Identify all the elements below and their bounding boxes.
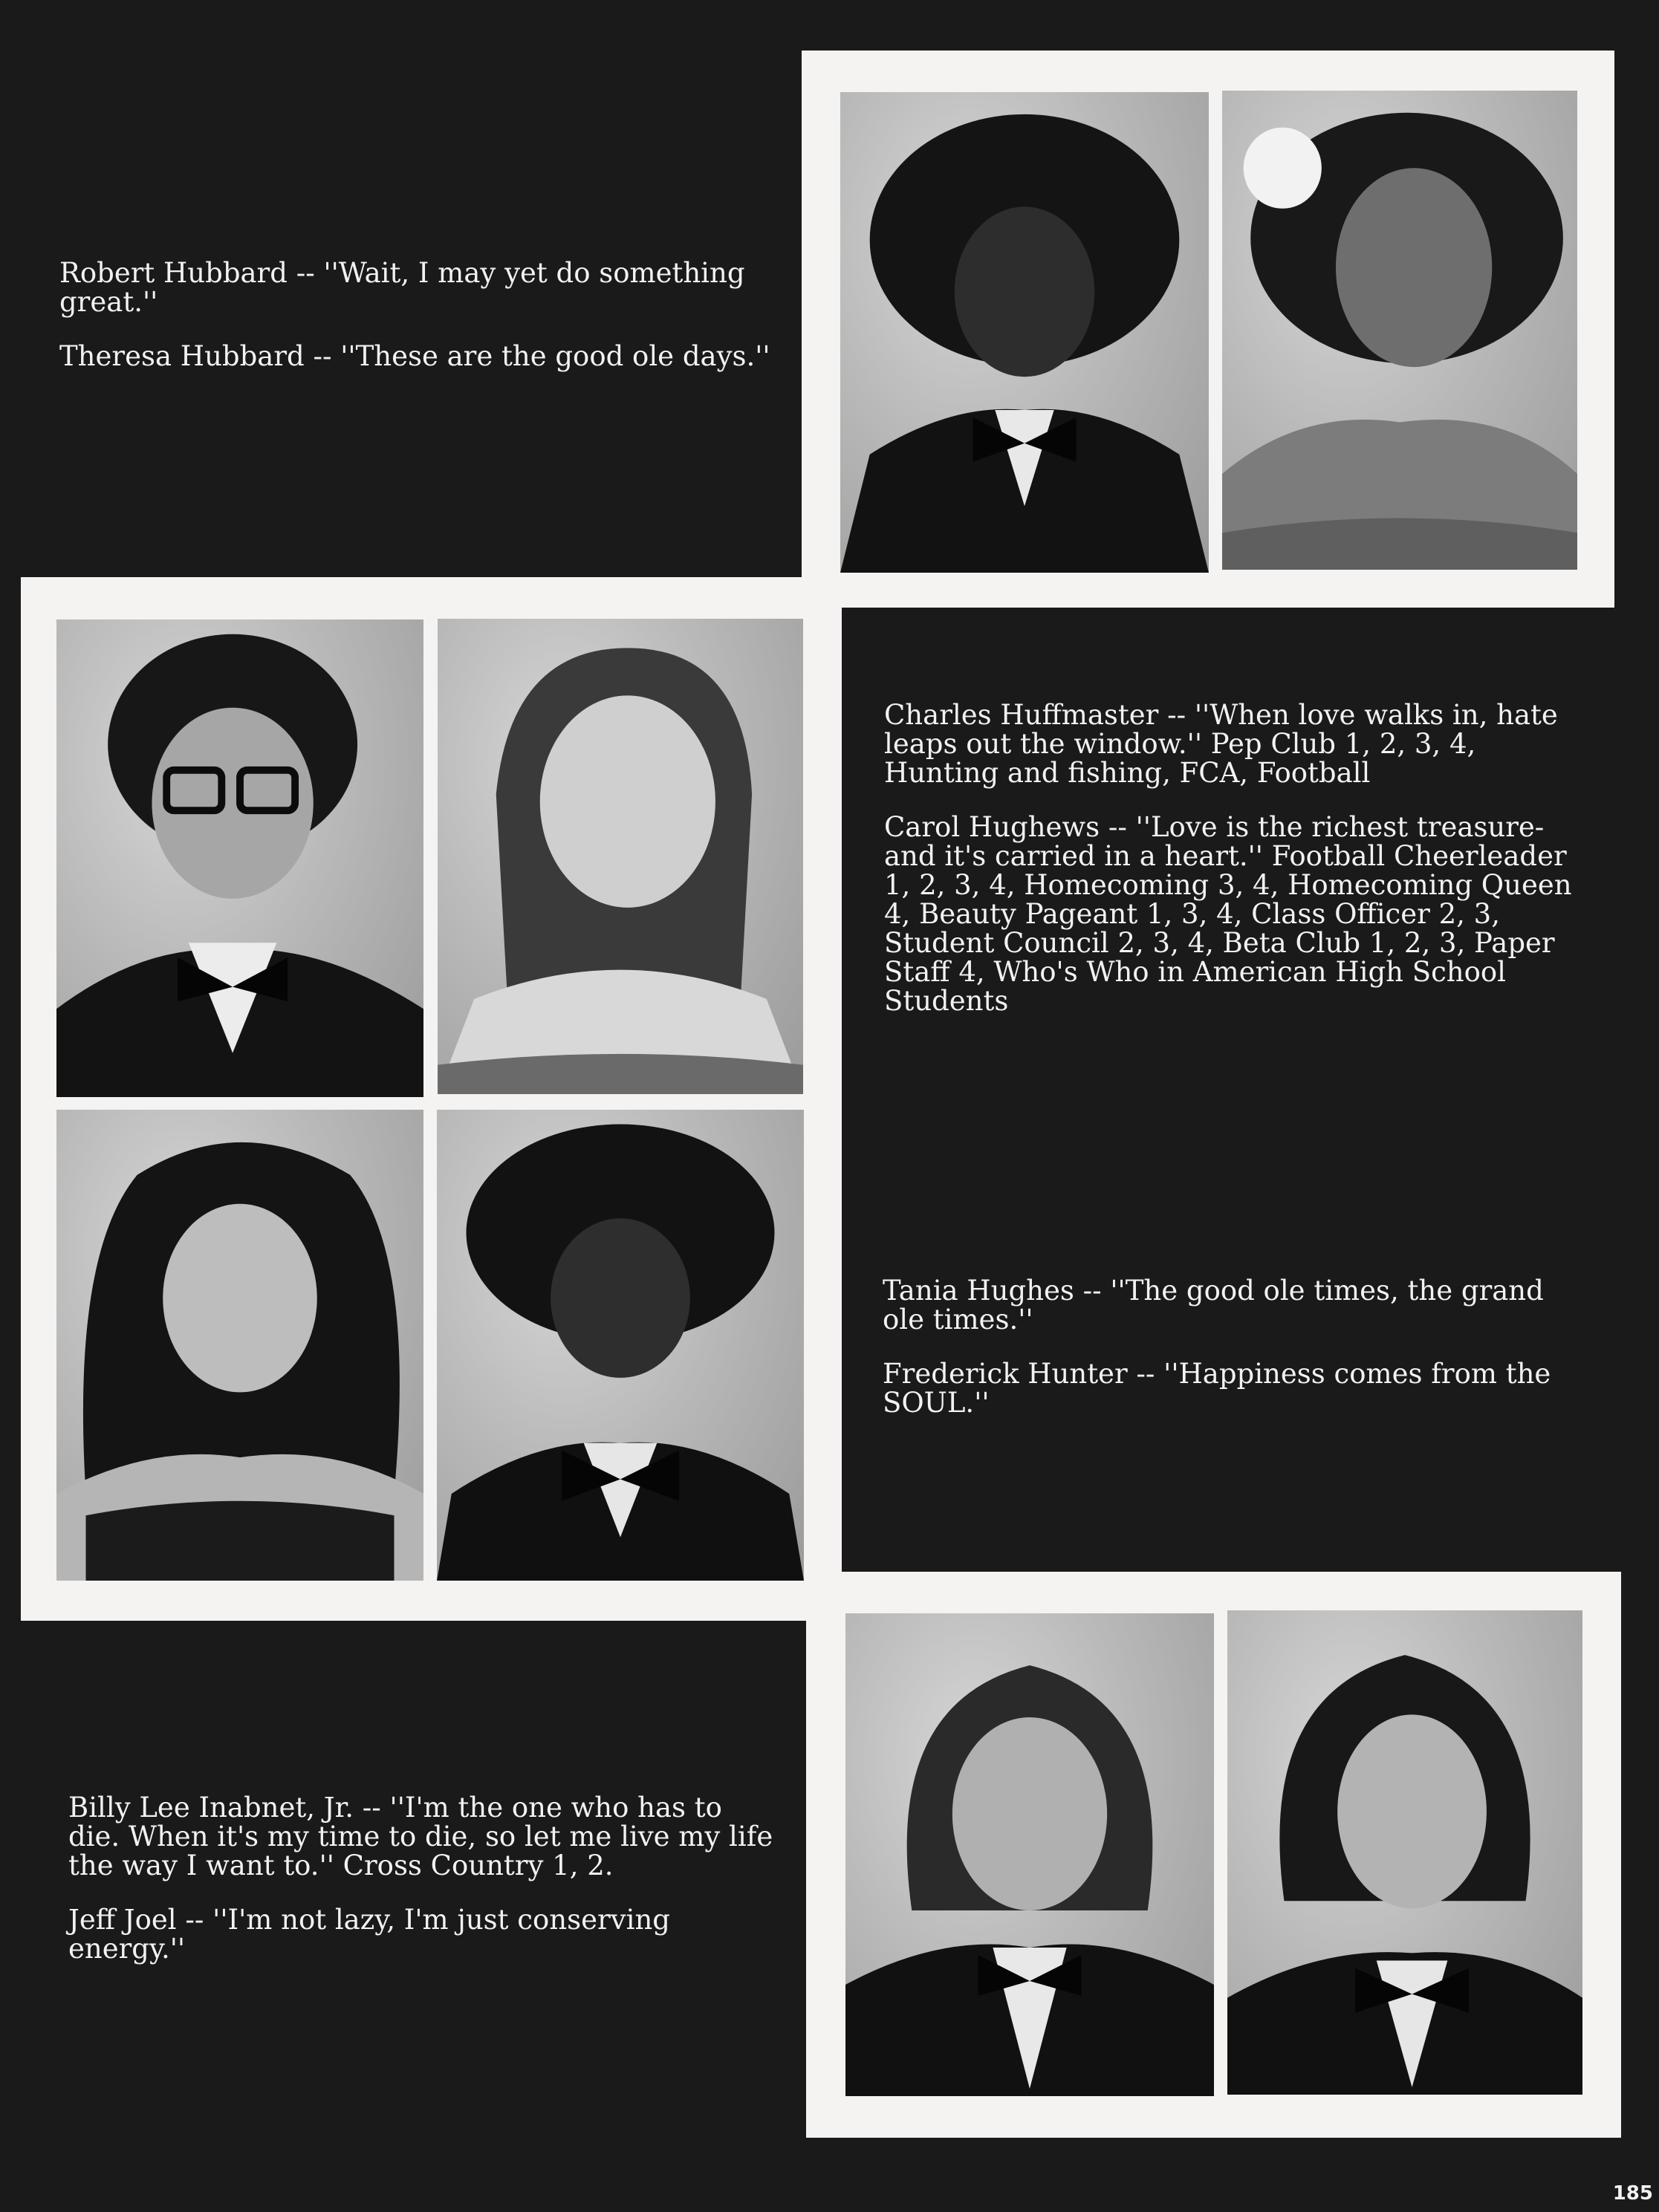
caption-carol-hughews: Carol Hughews -- ''Love is the richest treasure-and it's carried in a heart.'' Football Cheerleader 1, 2, 3, 4, Homecoming 3, 4, Homecoming Queen 4, Beauty Pageant 1, 3, 4, Class Officer 2, 3, Student Council 2, 3, 4, Beta Club 1, 2, 3, Paper Staff 4, Who's Who in American High School Students: [884, 811, 1572, 1017]
caption-hughes-hunter: [883, 1276, 1581, 1442]
caption-billy-lee-inabnet: Billy Lee Inabnet, Jr. -- ''I'm the one who has to die. When it's my time to die, so let me live my life the way I want to.'' Cross Country 1, 2.: [68, 1792, 773, 1881]
portrait-charles-huffmaster: [56, 619, 423, 1097]
caption-charles-huffmaster: Charles Huffmaster -- ''When love walks in, hate leaps out the window.'' Pep Club 1, 2, 3, 4, Hunting and fishing, FCA, Football: [884, 699, 1558, 789]
caption-huffmaster-hughews: [884, 700, 1582, 1041]
caption-jeff-joel: Jeff Joel -- ''I'm not lazy, I'm just conserving energy.'': [68, 1904, 670, 1965]
caption-frederick-hunter: Frederick Hunter -- ''Happiness comes from the SOUL.'': [883, 1358, 1551, 1419]
portrait-tania-hughes: [56, 1110, 423, 1581]
portrait-robert-hubbard: [840, 92, 1209, 573]
portrait-billy-lee-inabnet: [845, 1613, 1214, 2096]
portrait-jeff-joel: [1227, 1610, 1582, 2095]
caption-robert-hubbard: Robert Hubbard -- ''Wait, I may yet do something great.'': [59, 257, 745, 318]
caption-theresa-hubbard: Theresa Hubbard -- ''These are the good ole days.'': [59, 340, 770, 372]
caption-tania-hughes: Tania Hughes -- ''The good ole times, the grand ole times.'': [883, 1275, 1544, 1336]
caption-inabnet-joel: [68, 1793, 782, 1988]
portrait-frederick-hunter: [437, 1110, 804, 1581]
portrait-carol-hughews: [438, 619, 803, 1094]
portrait-theresa-hubbard: [1222, 91, 1577, 570]
page-number: 185: [1612, 2182, 1653, 2205]
caption-hubbard: [59, 258, 773, 396]
